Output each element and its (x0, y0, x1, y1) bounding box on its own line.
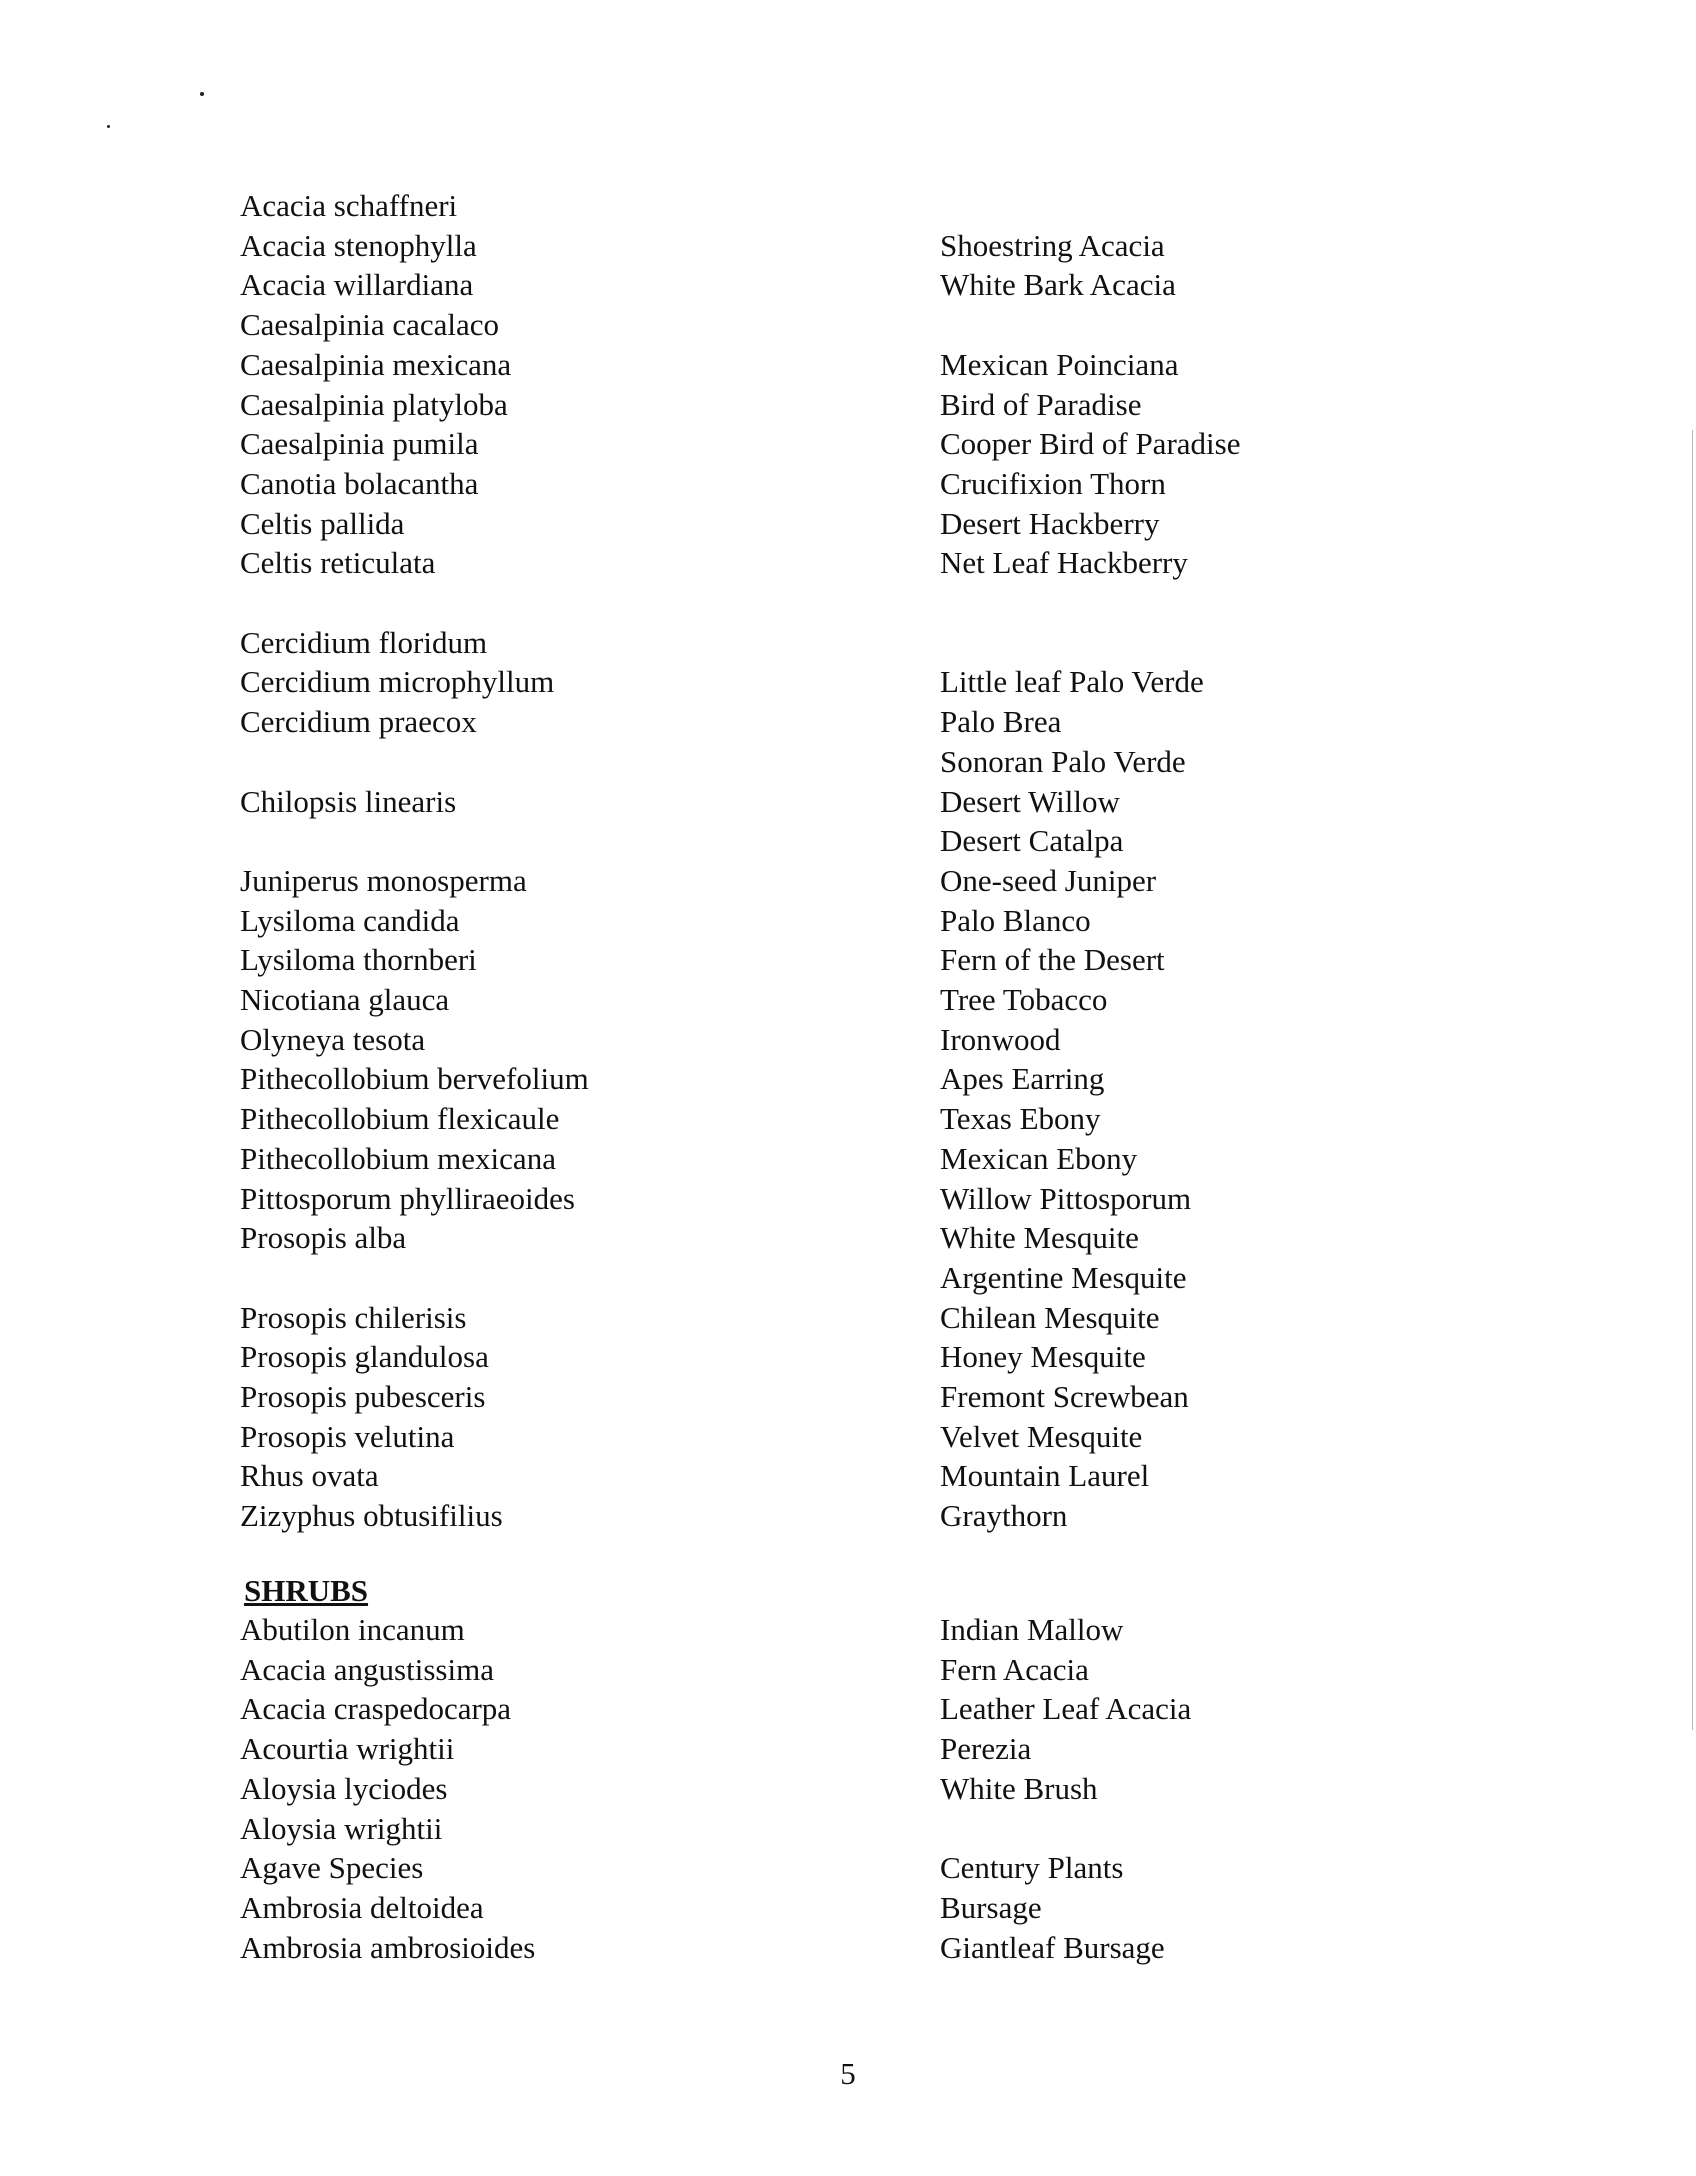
plant-row (0, 226, 1696, 266)
common-name: Indian Mallow (940, 1612, 1124, 1647)
scientific-name: Aloysia wrightii (240, 1810, 443, 1846)
scientific-name: Caesalpinia platyloba (240, 386, 508, 422)
common-name: Crucifixion Thorn (940, 465, 1166, 501)
plant-row (0, 980, 1696, 1020)
scientific-name: Ambrosia deltoidea (240, 1889, 484, 1925)
plant-row (0, 742, 1696, 782)
common-name: White Bark Acacia (940, 267, 1176, 303)
scientific-name: Prosopis chilerisis (240, 1299, 467, 1335)
common-name: Willow Pittosporum (940, 1180, 1192, 1216)
scientific-name: Caesalpinia cacalaco (240, 307, 500, 343)
scientific-name: Acacia schaffneri (240, 188, 458, 223)
common-name: Fern of the Desert (940, 942, 1165, 978)
shrubs-heading: SHRUBS (244, 1573, 369, 1608)
common-name: Mexican Ebony (940, 1140, 1138, 1176)
common-name: Century Plants (940, 1850, 1124, 1886)
plant-row (0, 1456, 1696, 1496)
common-name: Palo Brea (940, 704, 1062, 740)
plant-row (0, 1337, 1696, 1377)
plant-row (0, 1417, 1696, 1457)
plant-row (0, 1769, 1696, 1809)
common-name: Palo Blanco (940, 902, 1091, 938)
scientific-name: Lysiloma thornberi (240, 942, 477, 978)
common-name: Mexican Poinciana (940, 346, 1179, 382)
plant-row (0, 1258, 1696, 1298)
plant-row (0, 901, 1696, 941)
common-name: Argentine Mesquite (940, 1259, 1187, 1295)
plant-row (0, 345, 1696, 385)
scientific-name: Ambrosia ambrosioides (240, 1929, 536, 1965)
plant-row (0, 1729, 1696, 1769)
plant-row (0, 1689, 1696, 1729)
scientific-name: Juniperus monosperma (240, 862, 527, 898)
common-name: Bird of Paradise (940, 386, 1142, 422)
scientific-name: Acacia willardiana (240, 267, 474, 303)
scientific-name: Cercidium floridum (240, 624, 488, 660)
common-name: Chilean Mesquite (940, 1299, 1160, 1335)
plant-row (0, 821, 1696, 861)
plant-row (0, 782, 1696, 822)
common-name: Fern Acacia (940, 1651, 1089, 1687)
plant-row (0, 1377, 1696, 1417)
common-name: Giantleaf Bursage (940, 1929, 1165, 1965)
scientific-name: Pittosporum phylliraeoides (240, 1180, 575, 1216)
plant-row (0, 1809, 1696, 1849)
scientific-name: Abutilon incanum (240, 1612, 465, 1647)
scientific-name: Celtis pallida (240, 505, 405, 541)
common-name: Leather Leaf Acacia (940, 1691, 1192, 1727)
plant-row (0, 305, 1696, 345)
plant-row (0, 1179, 1696, 1219)
plant-row (0, 265, 1696, 305)
plant-row (0, 1298, 1696, 1338)
scientific-name: Caesalpinia pumila (240, 426, 479, 462)
plant-row (0, 583, 1696, 623)
scientific-name: Chilopsis linearis (240, 783, 457, 819)
plant-row (0, 1099, 1696, 1139)
scientific-name: Celtis reticulata (240, 545, 436, 581)
common-name: White Mesquite (940, 1220, 1139, 1256)
scientific-name: Olyneya tesota (240, 1021, 426, 1057)
plant-row (0, 186, 1696, 226)
plant-row (0, 1928, 1696, 1968)
common-name: Honey Mesquite (940, 1339, 1146, 1375)
scientific-name: Prosopis velutina (240, 1418, 455, 1454)
common-name: Desert Catalpa (940, 823, 1124, 859)
common-name: Texas Ebony (940, 1101, 1101, 1137)
plant-row (0, 1020, 1696, 1060)
plant-row (0, 1610, 1696, 1650)
common-name: Cooper Bird of Paradise (940, 426, 1241, 462)
plant-row (0, 385, 1696, 425)
scientific-name: Zizyphus obtusifilius (240, 1498, 503, 1534)
plant-row (0, 861, 1696, 901)
plant-row (0, 1218, 1696, 1258)
common-name: Little leaf Palo Verde (940, 664, 1204, 700)
plant-row (0, 1848, 1696, 1888)
plant-row (0, 424, 1696, 464)
scientific-name: Pithecollobium bervefolium (240, 1061, 589, 1097)
plant-row (0, 940, 1696, 980)
plant-row (0, 464, 1696, 504)
scientific-name: Caesalpinia mexicana (240, 346, 512, 382)
plant-row (0, 662, 1696, 702)
plant-row (0, 1496, 1696, 1536)
scientific-name: Nicotiana glauca (240, 982, 450, 1017)
common-name: Graythorn (940, 1498, 1068, 1534)
common-name: Shoestring Acacia (940, 227, 1165, 263)
scientific-name: Cercidium microphyllum (240, 664, 555, 700)
scientific-name: Prosopis alba (240, 1220, 407, 1256)
page-number: 5 (840, 2056, 856, 2091)
plant-row (0, 1139, 1696, 1179)
scientific-name: Acacia craspedocarpa (240, 1691, 512, 1727)
scientific-name: Cercidium praecox (240, 704, 477, 740)
plant-row (0, 504, 1696, 544)
scientific-name: Prosopis pubesceris (240, 1379, 486, 1414)
common-name: Apes Earring (940, 1061, 1105, 1097)
common-name: Perezia (940, 1731, 1032, 1767)
scientific-name: Acacia angustissima (240, 1651, 494, 1687)
common-name: Fremont Screwbean (940, 1379, 1189, 1414)
scientific-name: Agave Species (240, 1850, 424, 1886)
common-name: Desert Willow (940, 783, 1120, 819)
scan-speck (200, 92, 204, 96)
common-name: White Brush (940, 1770, 1098, 1806)
plant-row (0, 543, 1696, 583)
scan-speck (107, 125, 110, 128)
plant-row (0, 623, 1696, 663)
common-name: Desert Hackberry (940, 505, 1160, 541)
scientific-name: Canotia bolacantha (240, 465, 479, 501)
scientific-name: Pithecollobium mexicana (240, 1140, 556, 1176)
common-name: Velvet Mesquite (940, 1418, 1143, 1454)
plant-row (0, 1888, 1696, 1928)
common-name: Net Leaf Hackberry (940, 545, 1188, 581)
common-name: Bursage (940, 1889, 1042, 1925)
scientific-name: Prosopis glandulosa (240, 1339, 489, 1375)
scan-edge-line (1692, 430, 1693, 1730)
plant-row (0, 702, 1696, 742)
scientific-name: Acacia stenophylla (240, 227, 477, 263)
common-name: Ironwood (940, 1021, 1061, 1057)
common-name: Sonoran Palo Verde (940, 743, 1186, 779)
scientific-name: Aloysia lyciodes (240, 1770, 448, 1806)
scientific-name: Pithecollobium flexicaule (240, 1101, 560, 1137)
scientific-name: Rhus ovata (240, 1458, 379, 1494)
common-name: Tree Tobacco (940, 982, 1108, 1017)
plant-row (0, 1650, 1696, 1690)
common-name: Mountain Laurel (940, 1458, 1150, 1494)
scientific-name: Lysiloma candida (240, 902, 460, 938)
scientific-name: Acourtia wrightii (240, 1731, 455, 1767)
common-name: One-seed Juniper (940, 862, 1157, 898)
plant-row (0, 1059, 1696, 1099)
